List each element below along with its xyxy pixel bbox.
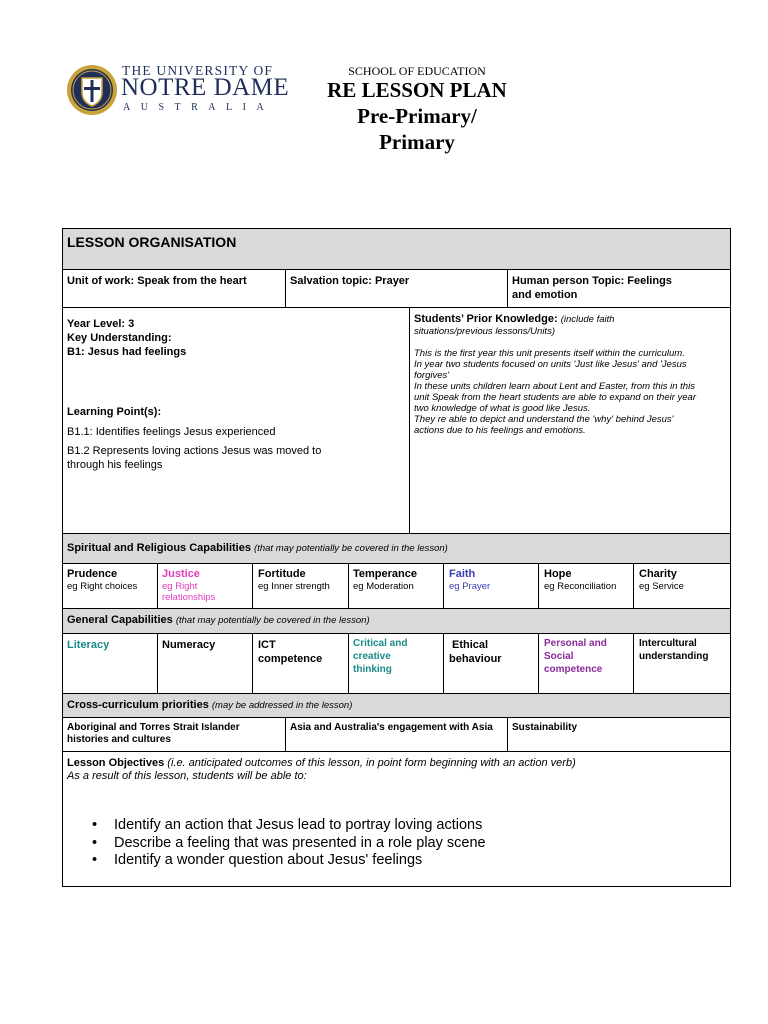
general-intercultural: Intercultural xyxy=(639,638,697,649)
prior-knowledge-line: This is the first year this unit presents itself within the curriculum. xyxy=(414,348,685,359)
objectives-heading: Lesson Objectives xyxy=(67,757,165,769)
objectives-intro: As a result of this lesson, students will be able to: xyxy=(67,770,307,782)
capability-hope-example: eg Reconciliation xyxy=(544,581,617,592)
prior-knowledge-heading: Students’ Prior Knowledge: xyxy=(414,313,558,325)
university-crest-icon xyxy=(66,62,118,118)
capability-prudence: Prudence xyxy=(67,568,118,580)
human-person-topic-line2: and emotion xyxy=(512,289,578,301)
cross-aboriginal-line1: Aboriginal and Torres Strait Islander xyxy=(67,722,240,733)
prior-knowledge-note-line1: (include faith xyxy=(560,314,615,325)
prior-knowledge-line: forgives' xyxy=(414,370,450,381)
university-name-line3: AUSTRALIA xyxy=(123,102,275,113)
general-note: (that may potentially be covered in the lesson) xyxy=(175,615,370,626)
cross-asia: Asia and Australia's engagement with Asia xyxy=(290,722,493,733)
objectives-note: (i.e. anticipated outcomes of this lesson, in point form beginning with an action verb) xyxy=(167,757,576,769)
bullet-icon: • xyxy=(92,834,98,851)
learning-point-1: B1.1: Identifies feelings Jesus experienced xyxy=(67,426,276,438)
capability-prudence-example: eg Right choices xyxy=(67,581,138,592)
prior-knowledge-line: They re able to depict and understand the 'why' behind Jesus' xyxy=(414,414,674,425)
capability-justice-example: eg Right xyxy=(162,581,198,592)
general-intercultural-line2: understanding xyxy=(639,651,709,662)
university-name-line2: NOTRE DAME xyxy=(121,74,290,101)
objective-text: Identify an action that Jesus lead to portray loving actions xyxy=(114,817,483,833)
learning-point-2-line2: through his feelings xyxy=(67,459,163,471)
general-heading: General Capabilities xyxy=(67,614,173,626)
capability-temperance: Temperance xyxy=(353,568,417,580)
objective-text: Identify a wonder question about Jesus' feelings xyxy=(114,852,423,868)
capability-fortitude: Fortitude xyxy=(258,568,306,580)
general-personal-line2: Social xyxy=(544,651,574,662)
general-ict-line2: competence xyxy=(258,653,323,665)
prior-knowledge-line: unit Speak from the heart students are able to expand on their year xyxy=(414,392,697,403)
unit-of-work: Unit of work: Speak from the heart xyxy=(67,275,247,287)
cross-sustainability: Sustainability xyxy=(512,722,578,733)
page-title: RE LESSON PLAN xyxy=(327,78,507,102)
prior-knowledge-line: actions due to his feelings and emotions. xyxy=(414,425,586,436)
cross-aboriginal-line2: histories and cultures xyxy=(67,734,171,745)
general-ethical: Ethical xyxy=(452,639,489,651)
general-numeracy: Numeracy xyxy=(162,639,216,651)
capability-justice-example-2: relationships xyxy=(162,592,216,603)
organisation-heading: LESSON ORGANISATION xyxy=(67,234,237,250)
capability-charity: Charity xyxy=(639,568,677,580)
prior-knowledge-line: In these units children learn about Lent and Easter, from this in this xyxy=(414,381,695,392)
general-ict: ICT xyxy=(258,639,276,651)
human-person-topic-line1: Human person Topic: Feelings xyxy=(512,275,672,287)
list-item xyxy=(92,817,486,835)
page-subtitle-line1: Pre-Primary/ xyxy=(357,104,477,128)
objectives-list xyxy=(92,817,486,870)
year-level: Year Level: 3 xyxy=(67,318,135,330)
cross-curriculum-note: (may be addressed in the lesson) xyxy=(211,700,353,711)
general-critical-line2: creative xyxy=(353,651,391,662)
salvation-topic: Salvation topic: Prayer xyxy=(290,275,410,287)
key-understanding-b1: B1: Jesus had feelings xyxy=(67,346,187,358)
prior-knowledge-line: two knowledge of what is good like Jesus. xyxy=(414,403,591,414)
objective-text: Describe a feeling that was presented in a role play scene xyxy=(114,834,486,851)
bullet-icon: • xyxy=(92,817,98,833)
bullet-icon: • xyxy=(92,852,98,868)
general-personal: Personal and xyxy=(544,638,607,649)
general-critical: Critical and xyxy=(353,638,408,649)
university-name-line1: THE UNIVERSITY OF xyxy=(122,63,274,78)
list-item xyxy=(92,835,486,853)
prior-knowledge-note-line2: situations/previous lessons/Units) xyxy=(414,326,555,337)
capability-hope: Hope xyxy=(544,568,572,580)
prior-knowledge-line: In year two students focused on units 'Just like Jesus' and 'Jesus xyxy=(414,359,687,370)
capability-faith-example: eg Prayer xyxy=(449,581,491,592)
spiritual-heading: Spiritual and Religious Capabilities xyxy=(67,542,251,554)
school-name: SCHOOL OF EDUCATION xyxy=(348,64,486,78)
learning-points-heading: Learning Point(s): xyxy=(67,406,162,418)
capability-fortitude-example: eg Inner strength xyxy=(258,581,330,592)
capability-charity-example: eg Service xyxy=(639,581,684,592)
general-personal-line3: competence xyxy=(544,664,603,675)
key-understanding-label: Key Understanding: xyxy=(67,332,172,344)
capability-faith: Faith xyxy=(449,568,476,580)
capability-justice: Justice xyxy=(162,568,200,580)
general-critical-line3: thinking xyxy=(353,664,392,675)
cross-curriculum-heading: Cross-curriculum priorities xyxy=(67,699,209,711)
list-item xyxy=(92,852,486,870)
university-logo xyxy=(66,62,290,118)
learning-point-2-line1: B1.2 Represents loving actions Jesus was moved to xyxy=(67,445,322,457)
general-literacy: Literacy xyxy=(67,639,110,651)
page-subtitle-line2: Primary xyxy=(379,130,455,154)
general-ethical-line2: behaviour xyxy=(449,653,502,665)
capability-temperance-example: eg Moderation xyxy=(353,581,414,592)
spiritual-note: (that may potentially be covered in the lesson) xyxy=(254,543,448,554)
